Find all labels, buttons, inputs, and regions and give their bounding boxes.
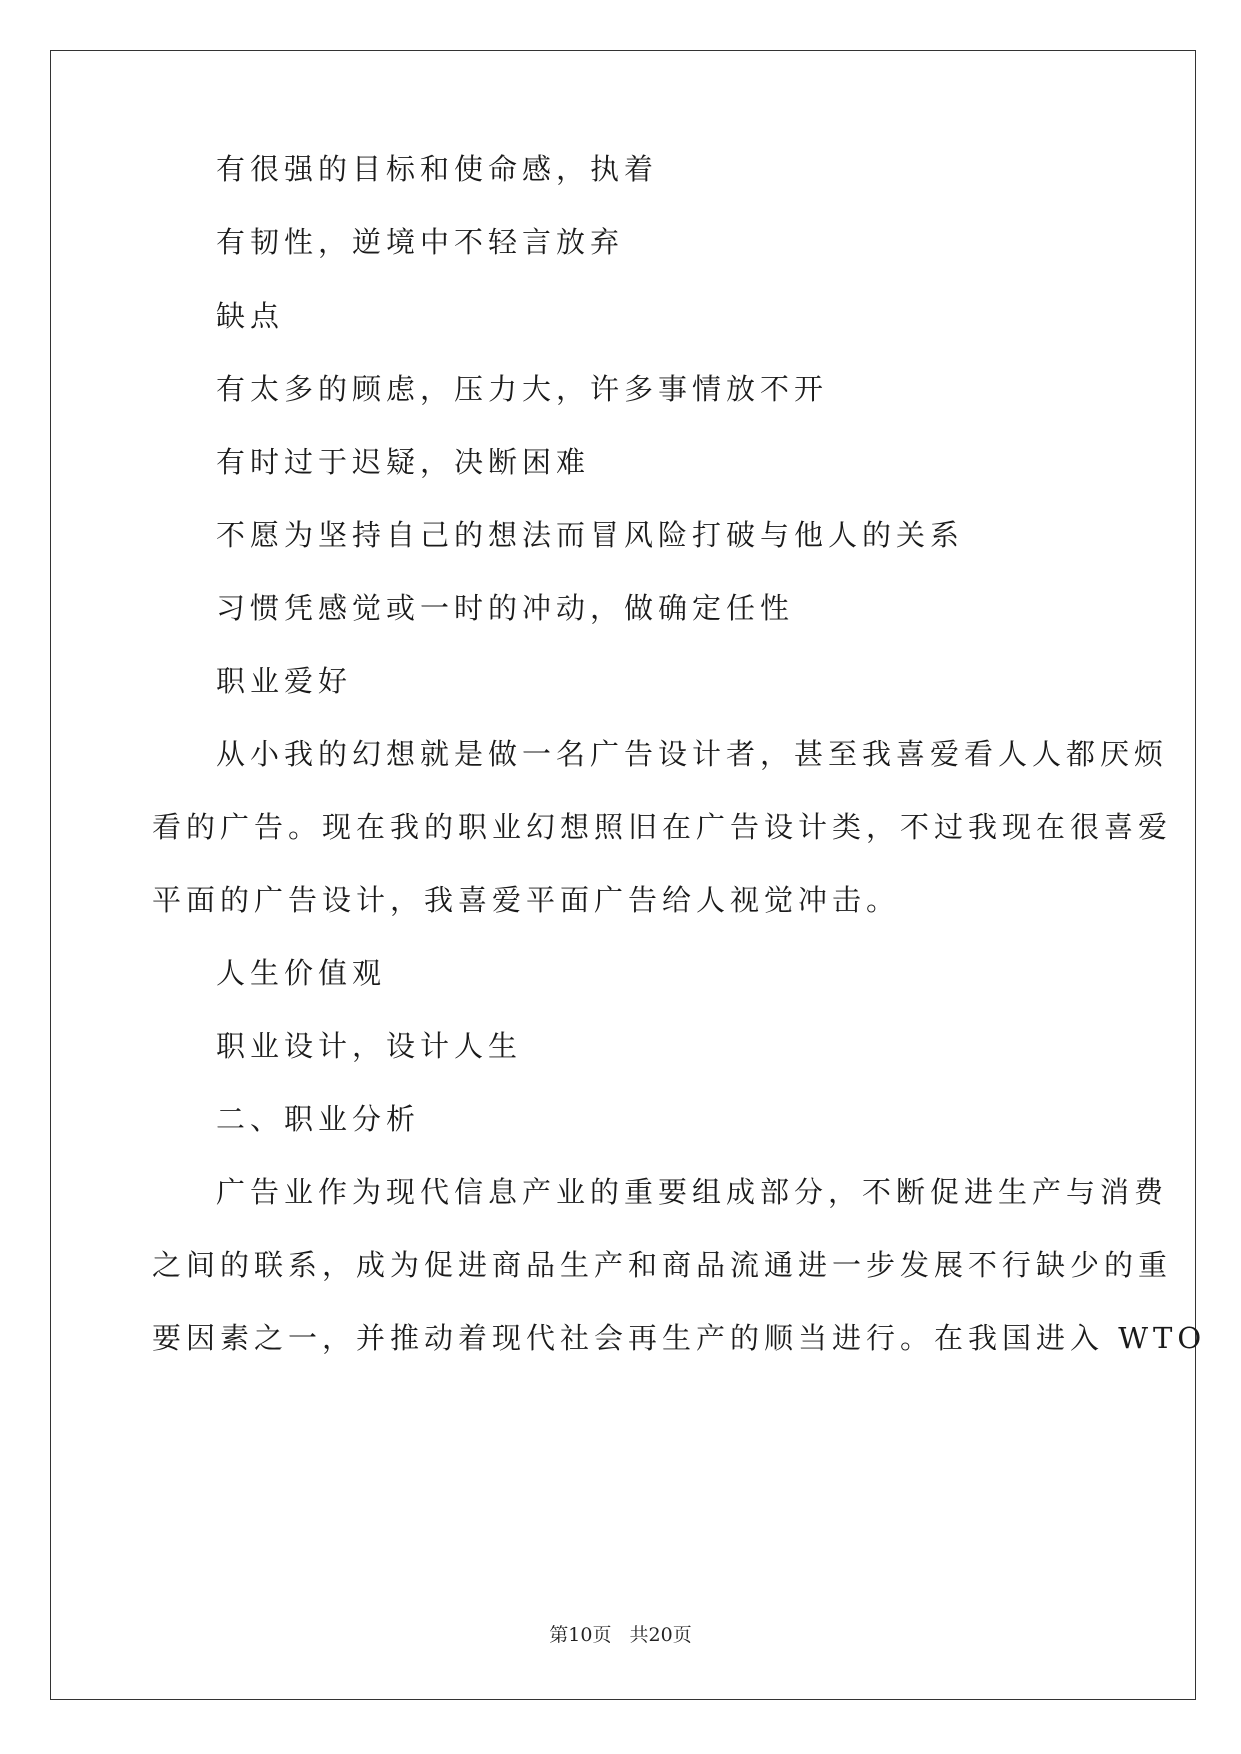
page-number: 第10页: [549, 1624, 612, 1646]
page-border: [50, 50, 1196, 1700]
paragraph-line: 广告业作为现代信息产业的重要组成部分，不断促进生产与消费: [216, 1175, 1169, 1209]
page-total: 共20页: [629, 1624, 692, 1646]
paragraph-line: 从小我的幻想就是做一名广告设计者，甚至我喜爱看人人都厌烦: [216, 737, 1169, 771]
section-heading: 二、职业分析: [216, 1102, 421, 1136]
page-footer: [0, 1620, 1241, 1647]
paragraph-line: 之间的联系，成为促进商品生产和商品流通进一步发展不行缺少的重: [152, 1248, 1173, 1282]
paragraph-line: 要因素之一，并推动着现代社会再生产的顺当进行。在我国进入 WTO: [152, 1321, 1207, 1355]
section-heading: 职业爱好: [216, 664, 353, 698]
paragraph-line: 职业设计，设计人生: [216, 1029, 523, 1063]
paragraph-line: 有太多的顾虑，压力大，许多事情放不开: [216, 372, 829, 406]
paragraph-line: 有韧性，逆境中不轻言放弃: [216, 225, 625, 259]
paragraph-line: 平面的广告设计，我喜爱平面广告给人视觉冲击。: [152, 883, 901, 917]
paragraph-line: 习惯凭感觉或一时的冲动，做确定任性: [216, 591, 795, 625]
section-heading: 缺点: [216, 299, 285, 333]
section-heading: 人生价值观: [216, 956, 387, 990]
paragraph-line: 有很强的目标和使命感，执着: [216, 152, 659, 186]
paragraph-line: 不愿为坚持自己的想法而冒风险打破与他人的关系: [216, 518, 965, 552]
paragraph-line: 有时过于迟疑，决断困难: [216, 445, 591, 479]
paragraph-line: 看的广告。现在我的职业幻想照旧在广告设计类，不过我现在很喜爱: [152, 810, 1173, 844]
